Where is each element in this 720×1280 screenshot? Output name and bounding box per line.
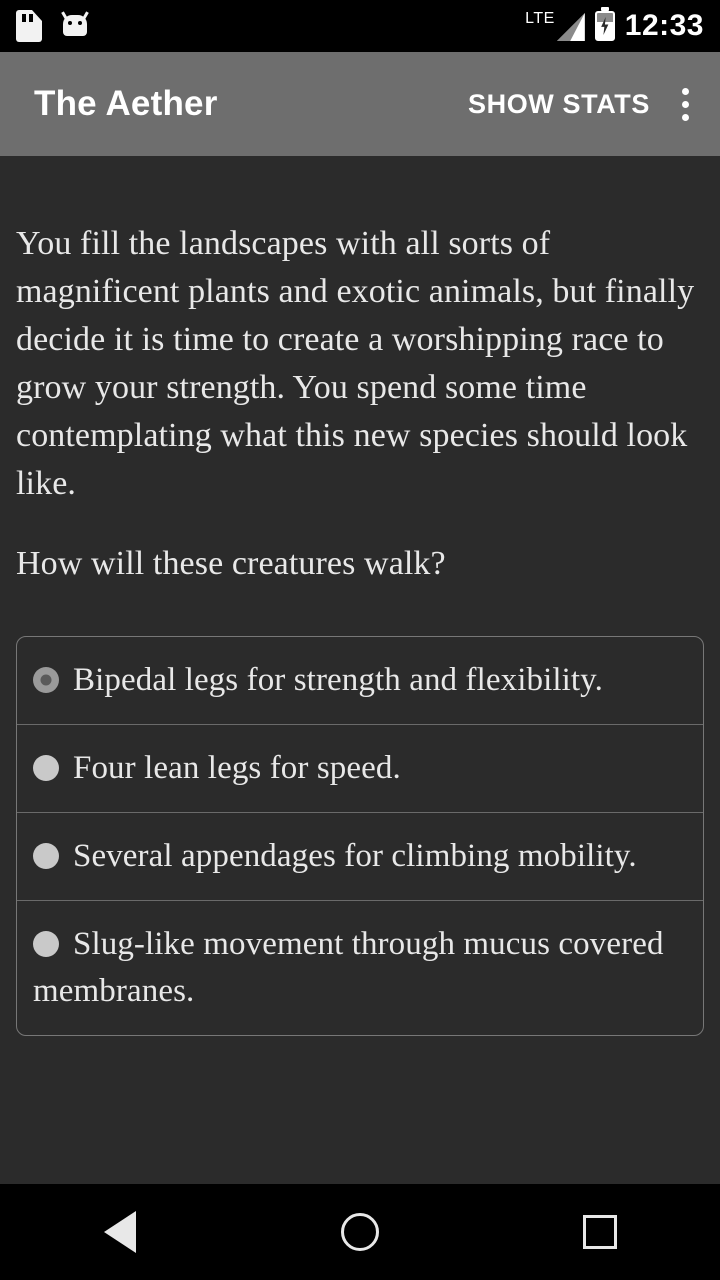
choice-list [16,636,704,1036]
choice-label: Four lean legs for speed. [73,750,401,786]
radio-button-icon[interactable] [33,843,59,869]
choice-option-4[interactable] [17,901,703,1035]
home-circle-icon [341,1213,379,1251]
choice-option-1[interactable] [17,637,703,725]
network-type-label: LTE [525,10,555,27]
back-button[interactable] [60,1184,180,1280]
recent-apps-button[interactable] [540,1184,660,1280]
show-stats-button[interactable]: SHOW STATS [468,88,650,119]
app-bar [0,52,720,156]
choice-option-3[interactable] [17,813,703,901]
status-bar [0,0,720,52]
radio-button-icon[interactable] [33,755,59,781]
page-title: The Aether [34,84,218,123]
back-triangle-icon [104,1211,136,1253]
story-content [0,156,720,1184]
status-bar-clock: 12:33 [624,9,704,42]
question-paragraph: How will these creatures walk? [16,545,446,582]
choice-option-2[interactable] [17,725,703,813]
home-button[interactable] [300,1184,420,1280]
choice-label: Bipedal legs for strength and flexibility. [73,662,603,698]
radio-button-icon[interactable] [33,667,59,693]
android-head-icon [60,11,90,41]
overflow-menu-icon[interactable] [672,82,698,126]
app-bar-actions [468,82,698,126]
choice-label: Several appendages for climbing mobility. [73,838,637,874]
status-bar-left-icons [16,10,90,42]
signal-bars-icon [557,13,585,41]
sd-card-icon [16,10,42,42]
recent-apps-square-icon [583,1215,617,1249]
signal-icon [525,11,585,41]
story-paragraph: You fill the landscapes with all sorts of magnificent plants and exotic animals, but finally decide it is time to create a worshipping race to grow your strength. You spend some time contemplating what this new species should look like. [16,225,695,502]
status-bar-right-icons [525,9,704,43]
radio-button-icon[interactable] [33,931,59,957]
system-navigation-bar [0,1184,720,1280]
battery-charging-icon [595,11,615,41]
choice-label: Slug-like movement through mucus covered membranes. [33,926,664,1009]
